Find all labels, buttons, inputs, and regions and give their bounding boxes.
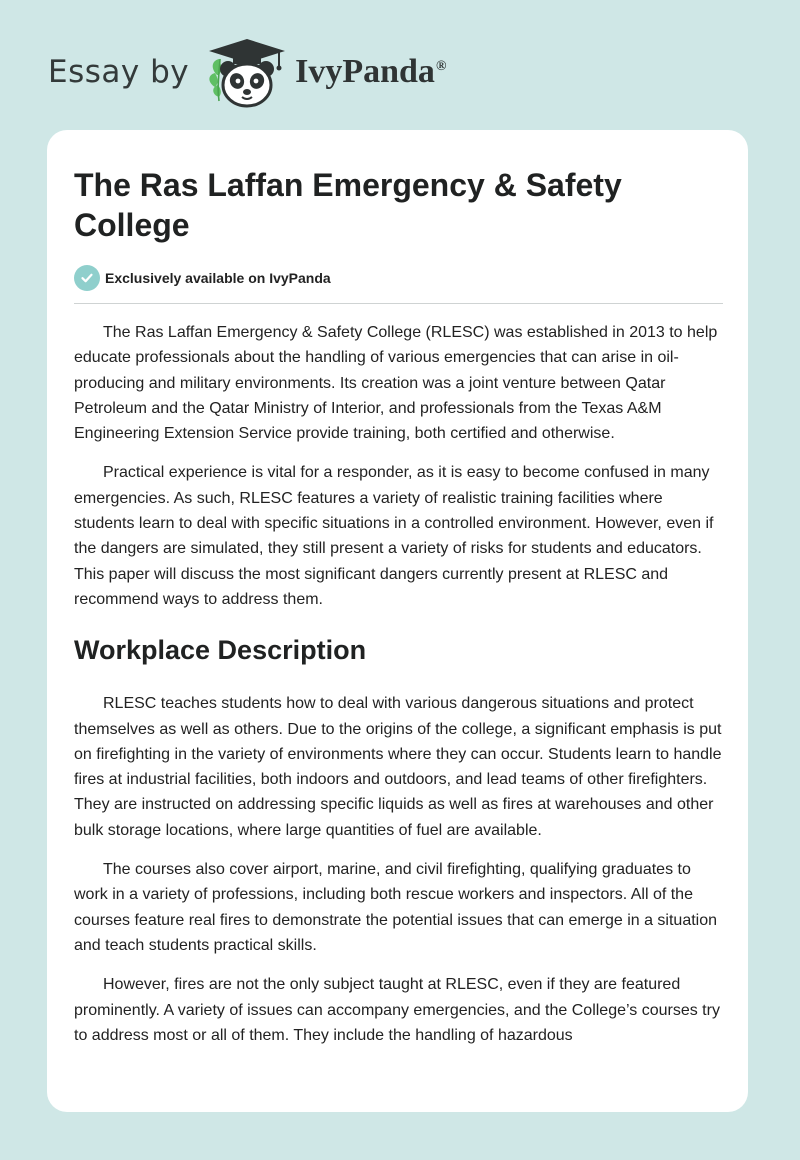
exclusive-badge [74,265,724,291]
section-heading: Workplace Description [74,635,367,666]
paragraph: The Ras Laffan Emergency & Safety College (RLESC) was established in 2013 to help educate professionals about the handling of various emergencies that can arise in oil-producing and military environments. Its creation was a joint venture between Qatar Petroleum and the Qatar Ministry of Interior, and professionals from the Texas A&M Engineering Extension Service provide training, both certified and otherwise. [74,324,718,443]
essay-content [74,165,724,1048]
essay-title: The Ras Laffan Emergency & Safety College [74,167,622,243]
divider [74,303,723,304]
paragraph: Practical experience is vital for a responder, as it is easy to become confused in many emergencies. As such, RLESC features a variety of realistic training facilities where students learn to deal with specific situations in a controlled environment. However, even if the dangers are simulated, they still present a variety of risks for students and educators. This paper will discuss the most significant dangers currently present at RLESC and recommend ways to address them. [74,464,714,608]
checkmark-icon [74,265,100,291]
ivypanda-logo-icon[interactable] [203,35,291,109]
paragraph: RLESC teaches students how to deal with various dangerous situations and protect themselves as well as others. Due to the origins of the college, a significant emphasis is put on firefighting in the variety of environments where they can occur. Students learn to handle fires at industrial facilities, both indoors and outdoors, and lead teams of other firefighters. They are instructed on addressing specific liquids as well as fires at warehouses and other bulk storage locations, where large quantities of fuel are available. [74,695,722,839]
essay-card [47,130,748,1112]
paragraph: The courses also cover airport, marine, and civil firefighting, qualifying graduates to work in a variety of professions, including both rescue workers and inspectors. All of the courses feature real fires to demonstrate the potential issues that can emerge in a situation and teach students practical skills. [74,861,718,954]
essay-by-label: Essay by [48,54,190,90]
registered-mark: ® [435,58,447,74]
site-header [48,34,446,110]
paragraph: However, fires are not the only subject taught at RLESC, even if they are featured prominently. A variety of issues can accompany emergencies, and the College’s courses try to address most or all of them. They include the handling of hazardous [74,976,720,1044]
brand-name[interactable]: IvyPanda® [295,53,447,90]
exclusive-badge-label: Exclusively available on IvyPanda [105,270,331,286]
